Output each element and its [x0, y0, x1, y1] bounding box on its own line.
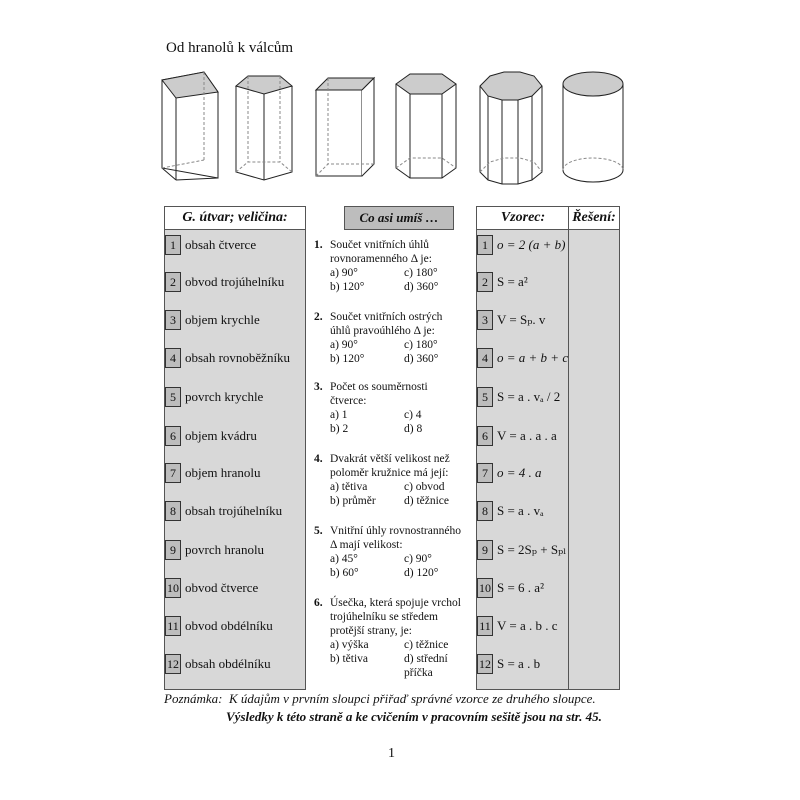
cuboid-icon — [314, 68, 378, 183]
solution-column — [568, 206, 620, 690]
formula-item: 3 V = Sₚ. v — [477, 310, 545, 330]
question: 3. Počet os souměrnosti čtverce: a) 1 c) 4 b) 2 d) 8 — [314, 381, 428, 435]
question: 1. Součet vnitřních úhlů rovnoramenného Δ je: a) 90° c) 180° b) 120° d) 360° — [314, 239, 439, 293]
triangular-prism-icon — [160, 68, 220, 183]
list-item: 8 obsah trojúhelníku — [165, 501, 282, 521]
formula-item: 5 S = a . vₐ / 2 — [477, 387, 560, 407]
list-item: 4 obsah rovnoběžníku — [165, 348, 290, 368]
formula-item: 12 S = a . b — [477, 654, 540, 674]
solution-header: Řešení: — [569, 207, 619, 230]
formula-item: 7 o = 4 . a — [477, 463, 542, 483]
question: 4. Dvakrát větší velikost než poloměr kružnice má její: a) tětiva c) obvod b) průměr d) těžnice — [314, 453, 450, 507]
quantity-column — [164, 206, 306, 690]
question: 6. Úsečka, která spojuje vrchol trojúhelníku se středem protější strany, je: a) výška c) těžnice b) tětiva d) střední příčka — [314, 597, 461, 679]
formula-item: 6 V = a . a . a — [477, 426, 557, 446]
list-item: 6 objem kvádru — [165, 426, 257, 446]
formula-item: 1 o = 2 (a + b) — [477, 235, 565, 255]
question: 2. Součet vnitřních ostrých úhlů pravoúhlého Δ je: a) 90° c) 180° b) 120° d) 360° — [314, 311, 443, 365]
list-item: 10 obvod čtverce — [165, 578, 258, 598]
note: Poznámka: K údajům v prvním sloupci přiřaď správné vzorce ze druhého sloupce. Výsledky k této straně a ke cvičením v pracovním sešitě jsou na str. 45. — [164, 691, 602, 724]
octagonal-prism-icon — [476, 68, 546, 188]
quiz-header: Co asi umíš … — [344, 206, 454, 230]
quiz-section — [312, 206, 468, 690]
page-title: Od hranolů k válcům — [166, 40, 294, 56]
pentagonal-prism-icon — [234, 68, 294, 183]
list-item: 7 objem hranolu — [165, 463, 260, 483]
formula-item: 4 o = a + b + c — [477, 348, 568, 368]
formula-item: 11 V = a . b . c — [477, 616, 558, 636]
hexagonal-prism-icon — [392, 68, 458, 183]
question: 5. Vnitřní úhly rovnostranného Δ mají velikost: a) 45° c) 90° b) 60° d) 120° — [314, 525, 461, 579]
formula-item: 8 S = a . vₐ — [477, 501, 544, 521]
shapes-illustration — [158, 68, 628, 198]
quantity-header: G. útvar; veličina: — [165, 207, 305, 230]
list-item: 9 povrch hranolu — [165, 540, 264, 560]
cylinder-icon — [560, 68, 626, 188]
formula-item: 2 S = a² — [477, 272, 528, 292]
formula-item: 10 S = 6 . a² — [477, 578, 544, 598]
list-item: 11 obvod obdélníku — [165, 616, 273, 636]
formula-header: Vzorec: — [477, 207, 569, 230]
formula-column — [476, 206, 569, 690]
list-item: 3 objem krychle — [165, 310, 260, 330]
page-number: 1 — [388, 746, 395, 761]
list-item: 1 obsah čtverce — [165, 235, 256, 255]
list-item: 12 obsah obdélníku — [165, 654, 271, 674]
list-item: 5 povrch krychle — [165, 387, 263, 407]
list-item: 2 obvod trojúhelníku — [165, 272, 284, 292]
formula-item: 9 S = 2Sₚ + Sₚₗ — [477, 540, 566, 560]
